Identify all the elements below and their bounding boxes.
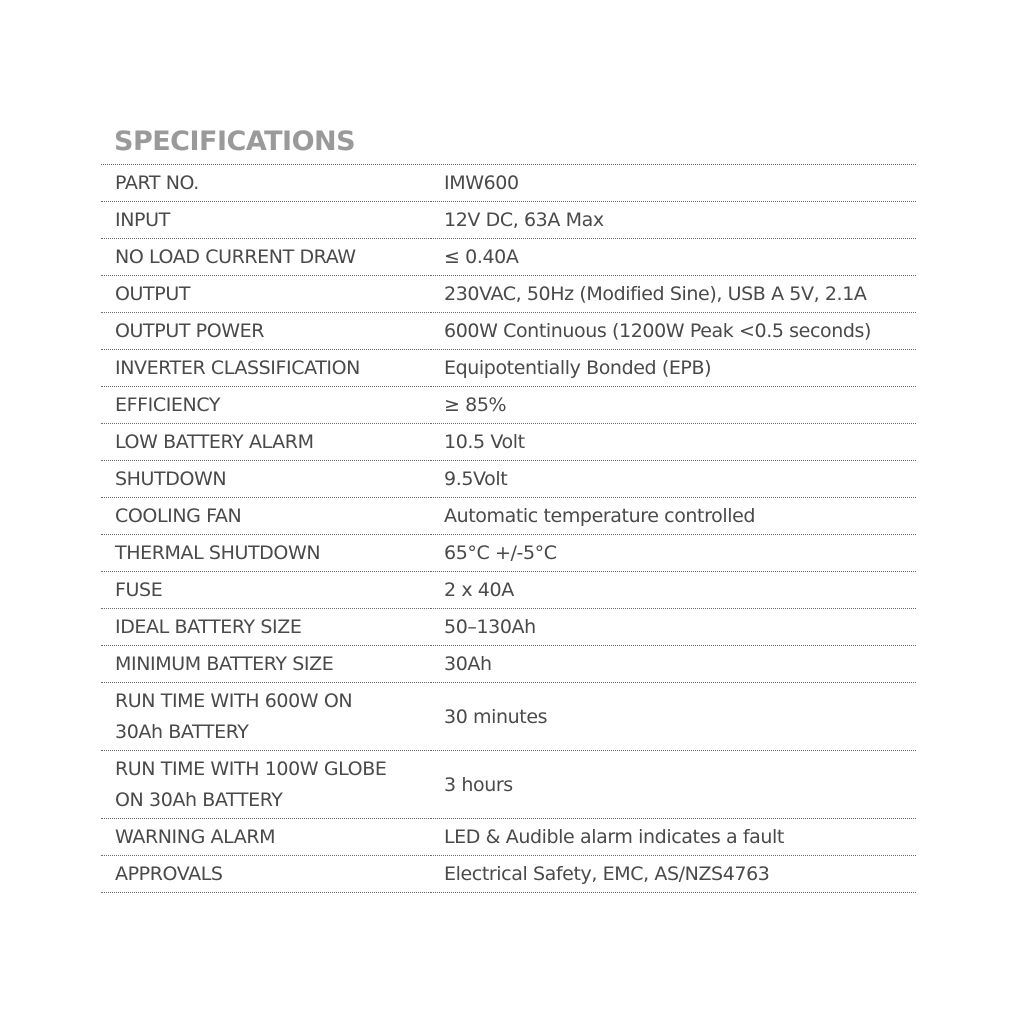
table-row <box>101 683 916 751</box>
spec-label: EFFICIENCY <box>101 387 431 424</box>
spec-label: NO LOAD CURRENT DRAW <box>101 239 431 276</box>
table-row <box>101 461 916 498</box>
spec-value: ≤ 0.40A <box>431 239 916 276</box>
spec-value: 30 minutes <box>431 683 916 751</box>
spec-label <box>101 683 431 751</box>
section-title: SPECIFICATIONS <box>101 122 916 165</box>
spec-value: 3 hours <box>431 751 916 819</box>
spec-label <box>101 751 431 819</box>
spec-label: INPUT <box>101 202 431 239</box>
spec-label: MINIMUM BATTERY SIZE <box>101 646 431 683</box>
specifications-panel <box>101 122 916 893</box>
spec-label: APPROVALS <box>101 856 431 893</box>
table-row <box>101 165 916 202</box>
table-row <box>101 313 916 350</box>
spec-label: THERMAL SHUTDOWN <box>101 535 431 572</box>
spec-label: SHUTDOWN <box>101 461 431 498</box>
spec-value: 30Ah <box>431 646 916 683</box>
spec-value: 65°C +/-5°C <box>431 535 916 572</box>
table-row <box>101 751 916 819</box>
spec-label: IDEAL BATTERY SIZE <box>101 609 431 646</box>
spec-value: 230VAC, 50Hz (Modified Sine), USB A 5V, 2.1A <box>431 276 916 313</box>
table-row <box>101 535 916 572</box>
spec-value: 10.5 Volt <box>431 424 916 461</box>
table-row <box>101 498 916 535</box>
spec-label-line: ON 30Ah BATTERY <box>115 788 283 811</box>
table-row <box>101 819 916 856</box>
spec-label: FUSE <box>101 572 431 609</box>
spec-value: 2 x 40A <box>431 572 916 609</box>
table-row <box>101 239 916 276</box>
specifications-table <box>101 165 916 893</box>
table-row <box>101 856 916 893</box>
spec-value: LED & Audible alarm indicates a fault <box>431 819 916 856</box>
spec-label: OUTPUT POWER <box>101 313 431 350</box>
spec-value: 600W Continuous (1200W Peak <0.5 seconds) <box>431 313 916 350</box>
table-row <box>101 646 916 683</box>
spec-value: Electrical Safety, EMC, AS/NZS4763 <box>431 856 916 893</box>
spec-label: WARNING ALARM <box>101 819 431 856</box>
table-row <box>101 387 916 424</box>
spec-label: PART NO. <box>101 165 431 202</box>
spec-value: Automatic temperature controlled <box>431 498 916 535</box>
spec-value: 12V DC, 63A Max <box>431 202 916 239</box>
table-row <box>101 202 916 239</box>
spec-label-line: RUN TIME WITH 100W GLOBE <box>115 757 387 780</box>
spec-label: LOW BATTERY ALARM <box>101 424 431 461</box>
table-row <box>101 424 916 461</box>
table-row <box>101 572 916 609</box>
table-row <box>101 609 916 646</box>
spec-label: OUTPUT <box>101 276 431 313</box>
spec-value: IMW600 <box>431 165 916 202</box>
table-row <box>101 276 916 313</box>
spec-label-line: RUN TIME WITH 600W ON <box>115 689 353 712</box>
spec-label: COOLING FAN <box>101 498 431 535</box>
spec-value: ≥ 85% <box>431 387 916 424</box>
spec-label-line: 30Ah BATTERY <box>115 720 249 743</box>
spec-value: Equipotentially Bonded (EPB) <box>431 350 916 387</box>
table-row <box>101 350 916 387</box>
spec-value: 9.5Volt <box>431 461 916 498</box>
spec-value: 50–130Ah <box>431 609 916 646</box>
spec-label: INVERTER CLASSIFICATION <box>101 350 431 387</box>
